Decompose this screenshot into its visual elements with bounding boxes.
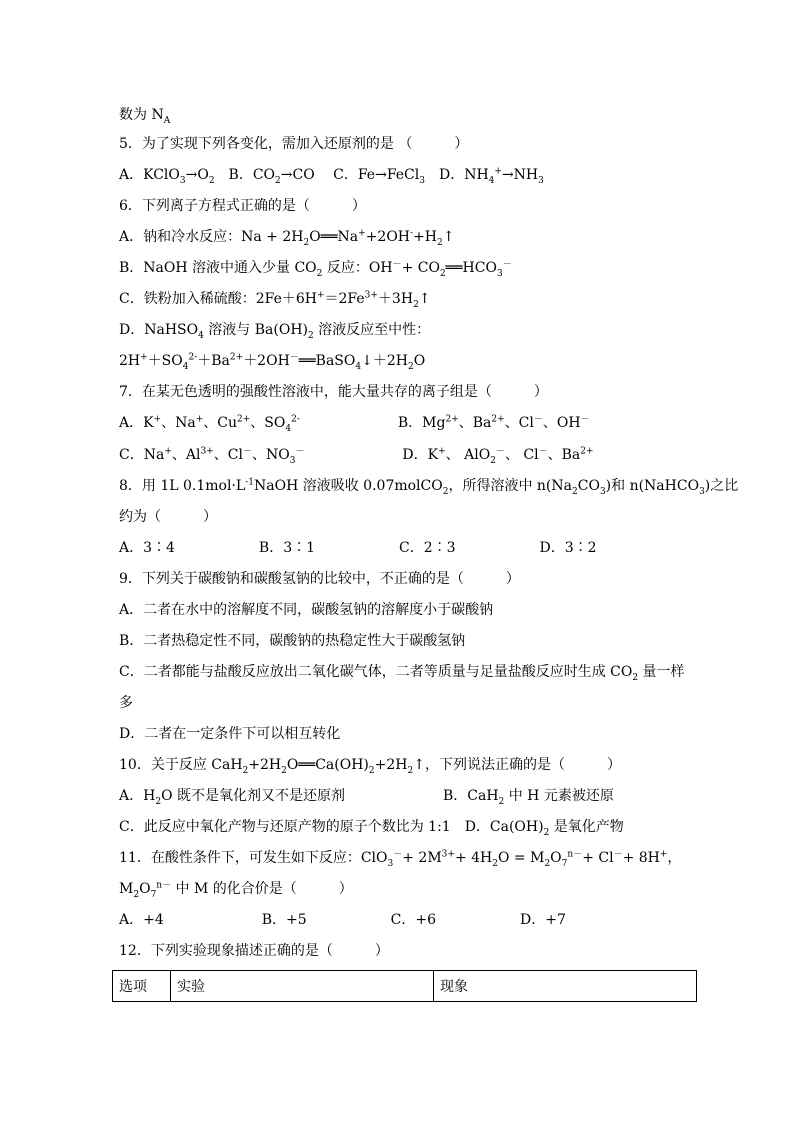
- text-line: 11．在酸性条件下，可发生如下反应：$ClO_3^-+ 2M^{3+}+ 4H_2O = M_2O_7^{n-}+ Cl^-+ 8H^+$，: [119, 849, 682, 869]
- text-line: 10．关于反应 $CaH_2+2H_2O══Ca(OH)_2+2H_2↑$，下列说法正确的是（ ）: [119, 757, 621, 776]
- text-line: 9．下列关于碳酸钠和碳酸氢钠的比较中，不正确的是（ ）: [119, 571, 520, 587]
- text-line: B．二者热稳定性不同，碳酸钠的热稳定性大于碳酸氢钠: [119, 633, 466, 649]
- text-line: C．此反应中氧化产物与还原产物的原子个数比为 1:1 D．$Ca(OH)_2$ 是氧化产物: [119, 819, 624, 838]
- table-header-row: [113, 971, 697, 1002]
- text-line: A．钠和冷水反应：$Na + 2H_2O══Na^++2OH^-+H_2↑$: [119, 228, 455, 248]
- text-line: A．3∶4 B．3∶1 C．2∶3 D．3∶2: [119, 540, 597, 556]
- text-line: D．NaHSO$_4$ 溶液与 $Ba(OH)_2$ 溶液反应至中性：: [119, 322, 431, 341]
- text-line: 多: [119, 695, 133, 711]
- text-line: B．NaOH 溶液中通入少量 $CO_2$ 反应：$OH^-+ CO_2══HCO_3^-$: [119, 259, 512, 279]
- text-line: C．铁粉加入稀硫酸：$2Fe+6H^+=2Fe^{3+}+3H_2↑$: [119, 290, 431, 310]
- text-line: 数为 $N_A$: [119, 107, 171, 126]
- table-header-cell: 实验: [171, 971, 434, 1002]
- text-line: A．K+、Na+、$Cu^{2+}$、$SO_4^{2-}$ B．$Mg^{2+}$、$Ba^{2+}$、Cl－、OH－: [119, 414, 590, 434]
- table-header-cell: 现象: [434, 971, 697, 1002]
- text-line: $M_2O_7^{n-}$ 中 M 的化合价是（ ）: [119, 880, 353, 900]
- text-line: D．二者在一定条件下可以相互转化: [119, 726, 341, 742]
- text-line: 5．为了实现下列各变化，需加入还原剂的是 （ ）: [119, 136, 469, 152]
- text-line: A．+4 B．+5 C．+6 D．+7: [119, 912, 566, 928]
- text-line: C．Na+、$Al^{3+}$、Cl－、$NO_3^-$ D．K+、 AlO$_2$－、 Cl－、$Ba^{2+}$: [119, 446, 594, 466]
- text-line: 7．在某无色透明的强酸性溶液中，能大量共存的离子组是（ ）: [119, 384, 548, 400]
- text-line: A．二者在水中的溶解度不同，碳酸氢钠的溶解度小于碳酸钠: [119, 602, 494, 618]
- text-line: C．二者都能与盐酸反应放出二氧化碳气体，二者等质量与足量盐酸反应时生成 $CO_2$ 量一样: [119, 664, 685, 683]
- text-line: 6．下列离子方程式正确的是（ ）: [119, 198, 366, 214]
- text-line: A．$KClO_3\to O_2$ B．$CO_2\to CO$ C．Fe→FeCl$_3$ D．$NH_4^+\to NH_3$: [119, 166, 544, 186]
- experiment-table: [112, 970, 697, 1002]
- text-line: A．$H_2O$ 既不是氧化剂又不是还原剂 B．CaH$_2$ 中 H 元素被还原: [119, 788, 614, 807]
- text-line: 约为（ ）: [119, 509, 217, 525]
- text-line: 8．用 1L $0.1mol\cdot L^{-1}NaOH$ 溶液吸收 0.07molCO$_2$，所得溶液中 $n(Na_2CO_3)$和 n(NaHCO$_3$)之比: [119, 477, 739, 497]
- text-line: $2H^++SO_4^{2-}+Ba^{2+}+2OH^-══BaSO_4↓+2H_2O$: [119, 352, 426, 372]
- text-line: 12．下列实验现象描述正确的是（ ）: [119, 943, 389, 959]
- table-header-cell: 选项: [113, 971, 171, 1002]
